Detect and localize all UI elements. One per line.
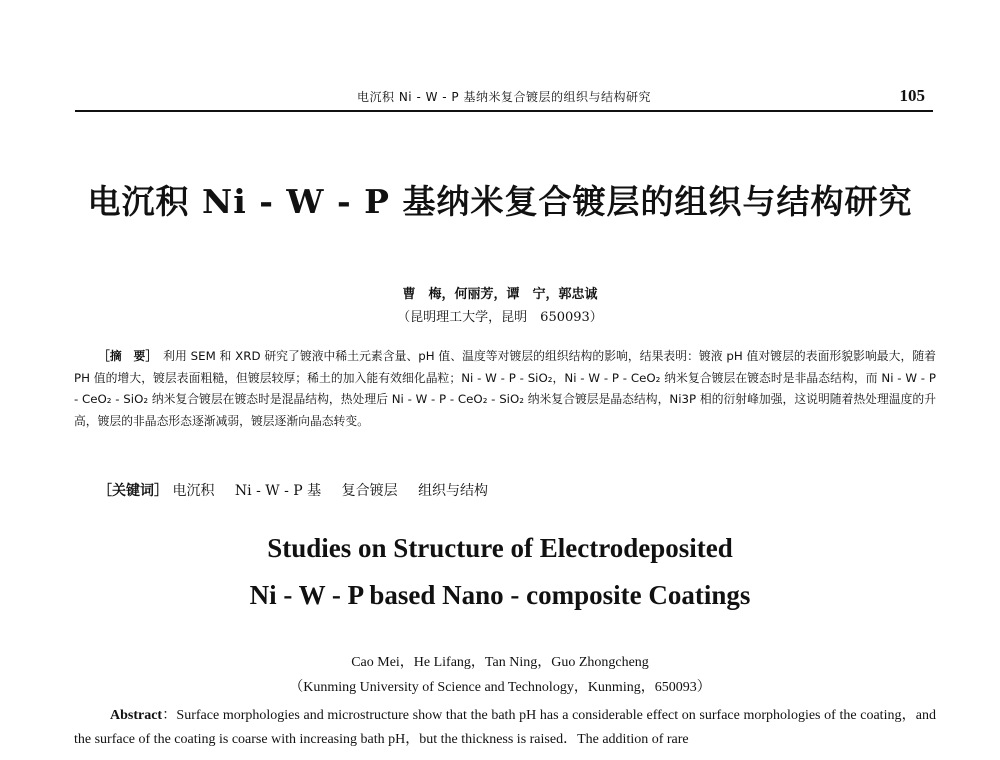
- keyword-item: 电沉积: [172, 483, 215, 499]
- running-header: [75, 86, 933, 112]
- authors-english: Cao Mei，He Lifang，Tan Ning，Guo Zhongcheng: [351, 655, 649, 670]
- running-title: 电沉积 Ni - W - P 基纳米复合镀层的组织与结构研究: [357, 90, 651, 104]
- abstract-english-text: ：Surface morphologies and microstructure show that the bath pH has a considerable effect on surface morphologies of the coating，and the surface of the coating is coarse with increasing bath pH，but the thickness is raised．The addition of rare: [74, 708, 936, 747]
- abstract-chinese: [74, 346, 936, 432]
- keywords-label: ［关键词］: [98, 483, 168, 499]
- keywords-chinese: [98, 480, 504, 500]
- abstract-english-label: Abstract: [110, 708, 163, 723]
- affiliation-english: （Kunming University of Science and Technology，Kunming，650093）: [289, 680, 711, 695]
- paper-title-chinese: 电沉积 Ni - W - P 基纳米复合镀层的组织与结构研究: [87, 182, 913, 221]
- page-number: 105: [899, 86, 925, 105]
- affiliation-chinese: （昆明理工大学，昆明 650093）: [397, 310, 603, 325]
- keyword-item: 复合镀层: [341, 483, 398, 499]
- abstract-chinese-label: ［摘 要］: [98, 349, 152, 363]
- authors-chinese: 曹 梅，何丽芳，谭 宁，郭忠诚: [402, 287, 598, 302]
- abstract-english: [74, 704, 936, 752]
- paper-title-english-line1: Studies on Structure of Electrodeposited: [267, 533, 733, 563]
- abstract-chinese-text: 利用 SEM 和 XRD 研究了镀液中稀土元素含量、pH 值、温度等对镀层的组织结构的影响，结果表明：镀液 pH 值对镀层的表面形貌影响最大，随着 PH 值的增大，镀层表面粗糙，但镀层较厚；稀土的加入能有效细化晶粒；Ni - W - P - SiO₂，Ni - W - P - CeO₂ 纳米复合镀层在镀态时是非晶态结构，而 Ni - W - P - CeO₂ - SiO₂ 纳米复合镀层在镀态时是混晶结构，热处理后 Ni - W - P - CeO₂ - SiO₂ 纳米复合镀层是晶态结构，Ni3P 相的衍射峰加强，这说明随着热处理温度的升高，镀层的非晶态形态逐渐减弱，镀层逐渐向晶态转变。: [74, 349, 936, 428]
- keyword-item: Ni - W - P 基: [234, 483, 322, 499]
- paper-title-english-line2: Ni - W - P based Nano - composite Coatings: [249, 580, 751, 610]
- keyword-item: 组织与结构: [418, 483, 489, 499]
